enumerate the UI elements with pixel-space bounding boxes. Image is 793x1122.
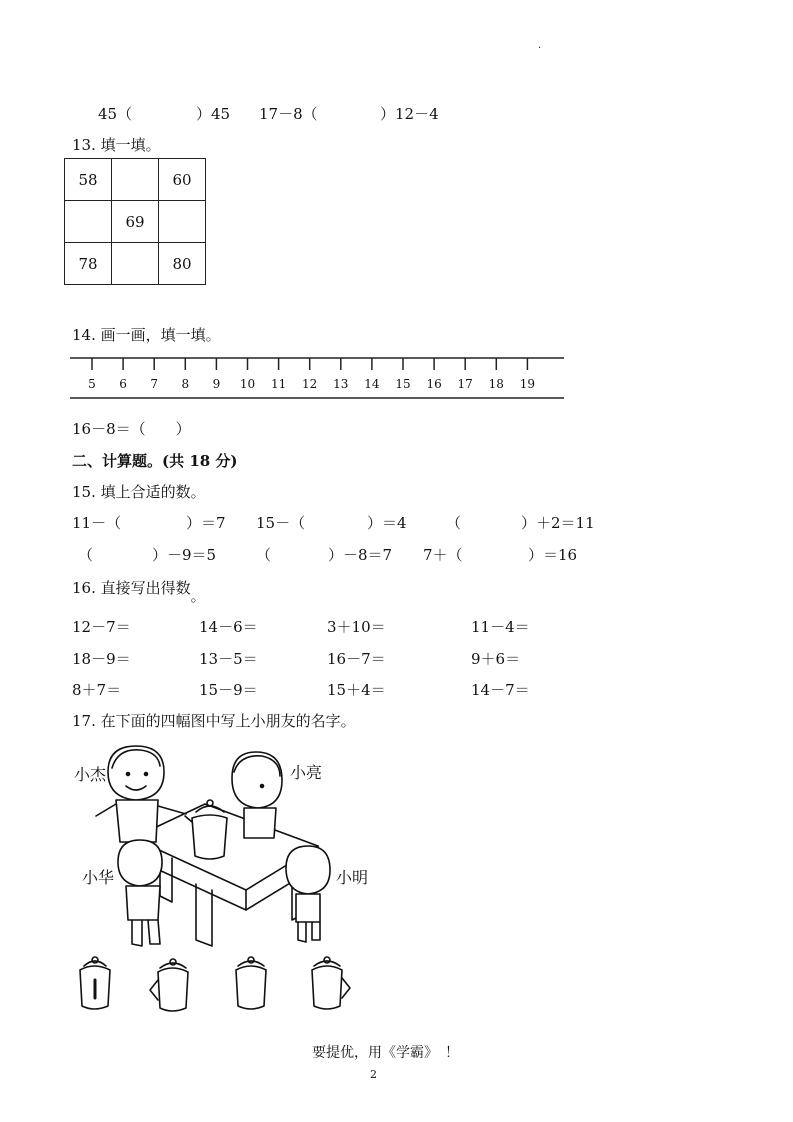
footer-slogan: 要提优，用《学霸》 ！ xyxy=(312,1045,459,1061)
q13-title: 13. 填一填。 xyxy=(72,136,161,154)
q15-r2-b: （ xyxy=(256,546,272,564)
number-line-tick-label: 17 xyxy=(457,377,473,391)
number-line-tick-label: 11 xyxy=(270,377,287,391)
q16-item: 13－5＝ xyxy=(199,650,258,668)
q15-r1-b2: ）＝4 xyxy=(367,514,407,532)
number-line-tick-label: 7 xyxy=(150,377,159,391)
kettle-view-1-icon xyxy=(80,957,110,1009)
q15-r2-c2: ）＝16 xyxy=(528,546,578,564)
number-line-tick-label: 19 xyxy=(519,377,536,391)
name-label-xiaoming: 小明 xyxy=(336,868,369,887)
number-line-tick-label: 15 xyxy=(395,377,411,391)
grid-cell: 69 xyxy=(112,201,159,243)
name-label-xiaojie: 小杰 xyxy=(74,765,107,784)
compare-mid: 17－8（ xyxy=(259,105,318,123)
q16-title-suffix: 。 xyxy=(190,587,206,605)
header-dot: . xyxy=(538,40,542,51)
page-number: 2 xyxy=(370,1068,377,1081)
number-line-tick-label: 8 xyxy=(181,377,190,391)
number-line-tick-label: 10 xyxy=(239,377,256,391)
boy-xiaohua-icon xyxy=(118,840,162,946)
q15-r2-c: 7＋（ xyxy=(423,546,463,564)
q16-item: 8＋7＝ xyxy=(72,681,122,699)
q16-item: 15－9＝ xyxy=(199,681,258,699)
name-label-xiaoliang: 小亮 xyxy=(290,763,323,782)
number-line-tick-label: 14 xyxy=(364,377,380,391)
q16-item: 3＋10＝ xyxy=(327,618,386,636)
grid-cell: 78 xyxy=(65,243,112,285)
q15-r1-a: 11－（ xyxy=(72,514,122,532)
q16-item: 12－7＝ xyxy=(72,618,131,636)
number-line-tick-label: 12 xyxy=(302,377,318,391)
q16-item: 14－6＝ xyxy=(199,618,258,636)
q16-item: 16－7＝ xyxy=(327,650,386,668)
compare-left-right: ）45 xyxy=(196,105,231,123)
q15-r2-a2: ）－9＝5 xyxy=(152,546,217,564)
q14-title: 14. 画一画，填一填。 xyxy=(72,326,221,344)
q15-title: 15. 填上合适的数。 xyxy=(72,483,206,501)
kettle-view-2-icon xyxy=(150,959,188,1011)
grid-cell: 58 xyxy=(65,159,112,201)
kettle-view-4-icon xyxy=(312,957,350,1009)
kettle-view-3-icon xyxy=(236,957,266,1009)
q16-item: 14－7＝ xyxy=(471,681,530,699)
q17-title: 17. 在下面的四幅图中写上小朋友的名字。 xyxy=(72,712,356,730)
q16-item: 18－9＝ xyxy=(72,650,131,668)
number-line-tick-label: 6 xyxy=(119,377,127,391)
compare-left: 45（ xyxy=(98,105,133,123)
q16-item: 11－4＝ xyxy=(471,618,530,636)
number-line-tick-label: 16 xyxy=(426,377,442,391)
number-line-tick-label: 13 xyxy=(333,377,349,391)
q15-r1-c2: ）＋2＝11 xyxy=(521,514,595,532)
q16-title-text: 16. 直接写出得数 xyxy=(72,579,191,597)
compare-mid-right: ）12－4 xyxy=(380,105,439,123)
q15-r1-c: （ xyxy=(446,514,462,532)
number-line-tick-label: 9 xyxy=(212,377,221,391)
q14-equation: 16－8＝（ ） xyxy=(72,420,191,438)
grid-cell: 80 xyxy=(159,243,206,285)
section2-title: 二、计算题。(共 18 分) xyxy=(72,452,238,470)
q15-r2-a: （ xyxy=(78,546,94,564)
number-line-tick-label: 18 xyxy=(488,377,504,391)
name-label-xiaohua: 小华 xyxy=(82,868,115,887)
q15-r2-b2: ）－8＝7 xyxy=(328,546,393,564)
grid-cell: 60 xyxy=(159,159,206,201)
q15-r1-a2: ）＝7 xyxy=(186,514,226,532)
number-line-tick-label: 5 xyxy=(88,377,96,391)
q16-item: 15＋4＝ xyxy=(327,681,386,699)
q16-item: 9＋6＝ xyxy=(471,650,521,668)
q15-r1-b: 15－（ xyxy=(256,514,306,532)
